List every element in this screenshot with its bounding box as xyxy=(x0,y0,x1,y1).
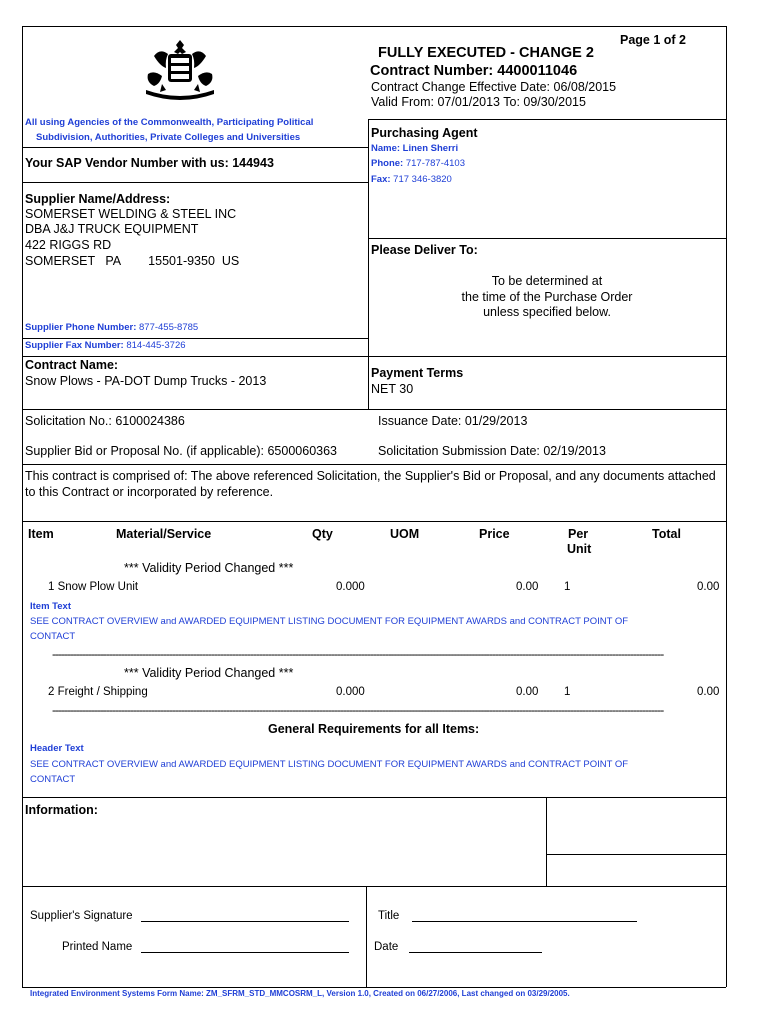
purchasing-agent-fax xyxy=(371,174,452,185)
submission-date: Solicitation Submission Date: 02/19/2013 xyxy=(378,444,606,458)
agencies-line-2: Subdivision, Authorities, Private Colleges and Universities xyxy=(36,132,301,143)
change-effective-date: Contract Change Effective Date: 06/08/2015 xyxy=(371,80,617,94)
line-under-solicitation xyxy=(22,464,726,465)
purchasing-agent-name: Name: Linen Sherri xyxy=(371,143,459,154)
row1-item-text-label: Item Text xyxy=(30,601,72,612)
form-footer: Integrated Environment Systems Form Name: ZM_SFRM_STD_MMCOSRM_L, Version 1.0, Created on 06/27/2006, Last changed on 03/29/2005. xyxy=(30,989,570,998)
date-line[interactable] xyxy=(409,952,542,953)
row1-separator: ------------------------------------------------------------------------------------------------------------------------------------------------------------------------------------------------------------ xyxy=(52,647,664,661)
payment-terms-value: NET 30 xyxy=(371,382,414,396)
header-text-2: CONTACT xyxy=(30,774,76,785)
fax-label: Fax: xyxy=(371,174,391,185)
bid-number: Supplier Bid or Proposal No. (if applicable): 6500060363 xyxy=(25,444,337,458)
document-title: FULLY EXECUTED - CHANGE 2 xyxy=(378,45,594,61)
deliver-line-1: To be determined at xyxy=(491,274,603,288)
row1-qty: 0.000 xyxy=(336,581,365,593)
row2-qty: 0.000 xyxy=(336,686,365,698)
fax-value: 717 346-3820 xyxy=(390,174,452,185)
valid-dates: Valid From: 07/01/2013 To: 09/30/2015 xyxy=(371,95,586,109)
row2-total: 0.00 xyxy=(697,686,720,698)
row2-validity: *** Validity Period Changed *** xyxy=(124,666,294,680)
line-above-signature xyxy=(22,886,726,887)
page-number: Page 1 of 2 xyxy=(620,33,686,47)
supplier-line-4: SOMERSET PA 15501-9350 US xyxy=(25,254,240,268)
row1-per: 1 xyxy=(564,581,571,593)
row2-desc: 2 Freight / Shipping xyxy=(48,686,148,698)
contract-number: Contract Number: 4400011046 xyxy=(370,63,578,79)
purchasing-agent-phone xyxy=(371,158,465,169)
divider-signature xyxy=(366,886,367,987)
general-requirements-title: General Requirements for all Items: xyxy=(268,722,480,736)
col-price: Price xyxy=(479,527,510,541)
supplier-phone-label: Supplier Phone Number: xyxy=(25,322,137,333)
line-information-right xyxy=(546,854,726,855)
line-under-supplier-fax xyxy=(22,356,726,357)
comprised-line-1: This contract is comprised of: The above referenced Solicitation, the Supplier's Bid or Proposal, and any documents attached xyxy=(25,469,716,483)
issuance-date: Issuance Date: 01/29/2013 xyxy=(378,414,528,428)
col-total: Total xyxy=(652,527,681,541)
col-uom: UOM xyxy=(390,527,420,541)
row1-price: 0.00 xyxy=(516,581,539,593)
contract-name-value: Snow Plows - PA-DOT Dump Trucks - 2013 xyxy=(25,374,267,388)
supplier-phone-value: 877-455-8785 xyxy=(136,322,199,333)
supplier-phone xyxy=(25,322,198,333)
supplier-fax xyxy=(25,340,186,351)
title-label: Title xyxy=(378,910,400,922)
row2-per: 1 xyxy=(564,686,571,698)
border-right xyxy=(726,26,727,987)
col-material: Material/Service xyxy=(116,527,212,541)
line-under-agent xyxy=(368,238,726,239)
border-bottom xyxy=(22,987,726,988)
divider-information xyxy=(546,797,547,886)
deliver-line-2: the time of the Purchase Order xyxy=(461,290,633,304)
row1-validity: *** Validity Period Changed *** xyxy=(124,561,294,575)
header-text-1: SEE CONTRACT OVERVIEW and AWARDED EQUIPMENT LISTING DOCUMENT FOR EQUIPMENT AWARDS and CONTRACT POINT OF xyxy=(30,759,629,770)
line-under-agencies xyxy=(22,147,368,148)
phone-value: 717-787-4103 xyxy=(403,158,466,169)
col-per: Per xyxy=(568,527,589,541)
vendor-number: Your SAP Vendor Number with us: 144943 xyxy=(25,156,274,170)
supplier-label: Supplier Name/Address: xyxy=(25,192,171,206)
supplier-signature-label xyxy=(30,910,133,922)
divider-upper-vertical xyxy=(368,119,369,409)
row2-price: 0.00 xyxy=(516,686,539,698)
row1-item-text-2: CONTACT xyxy=(30,631,76,642)
deliver-label: Please Deliver To: xyxy=(371,243,478,257)
deliver-line-3: unless specified below. xyxy=(483,305,611,319)
supplier-signature-line[interactable] xyxy=(141,921,349,922)
information-label: Information: xyxy=(25,803,98,817)
payment-terms-label: Payment Terms xyxy=(371,366,464,380)
line-under-contract-name xyxy=(22,409,726,410)
supplier-fax-label: Supplier Fax Number: xyxy=(25,340,124,351)
comprised-line-2: to this Contract or incorporated by reference. xyxy=(25,485,274,499)
contract-name-label: Contract Name: xyxy=(25,358,119,372)
supplier-fax-value: 814-445-3726 xyxy=(123,340,186,351)
line-under-comprised xyxy=(22,521,726,522)
border-left xyxy=(22,26,23,987)
commonwealth-seal xyxy=(140,38,220,102)
row1-desc: 1 Snow Plow Unit xyxy=(48,581,139,593)
form-outer-box xyxy=(22,26,726,987)
printed-name-label: Printed Name xyxy=(62,941,133,953)
purchasing-agent-label: Purchasing Agent xyxy=(371,126,478,140)
supplier-line-3: 422 RIGGS RD xyxy=(25,238,112,252)
header-text-label: Header Text xyxy=(30,743,84,754)
border-top xyxy=(22,26,726,27)
title-line[interactable] xyxy=(412,921,637,922)
col-qty: Qty xyxy=(312,527,333,541)
supplier-line-1: SOMERSET WELDING & STEEL INC xyxy=(25,207,237,221)
row2-separator: ------------------------------------------------------------------------------------------------------------------------------------------------------------------------------------------------------------ xyxy=(52,703,664,717)
row1-total: 0.00 xyxy=(697,581,720,593)
supplier-signature-text: Supplier's Signature xyxy=(30,910,133,922)
row1-item-text-1: SEE CONTRACT OVERVIEW and AWARDED EQUIPMENT LISTING DOCUMENT FOR EQUIPMENT AWARDS and CONTRACT POINT OF xyxy=(30,616,629,627)
phone-label: Phone: xyxy=(371,158,404,169)
line-under-header xyxy=(368,119,726,120)
supplier-line-2: DBA J&J TRUCK EQUIPMENT xyxy=(25,222,199,236)
col-item: Item xyxy=(28,527,54,541)
printed-name-line[interactable] xyxy=(141,952,349,953)
line-under-supplier-phone xyxy=(22,338,368,339)
date-label: Date xyxy=(374,941,399,953)
line-under-vendor xyxy=(22,182,368,183)
col-unit: Unit xyxy=(567,542,592,556)
solicitation-number: Solicitation No.: 6100024386 xyxy=(25,414,185,428)
line-above-information xyxy=(22,797,726,798)
agencies-line-1: All using Agencies of the Commonwealth, Participating Political xyxy=(25,117,314,128)
